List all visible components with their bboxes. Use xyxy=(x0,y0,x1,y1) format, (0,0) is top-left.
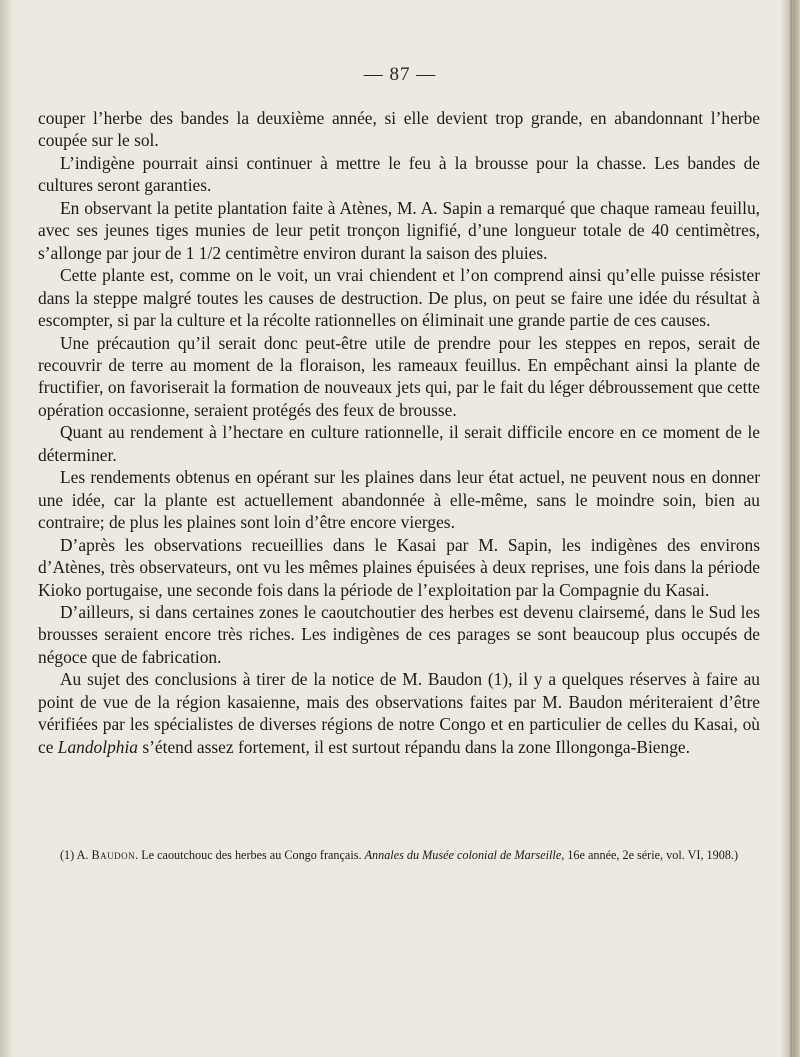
paragraph: L’indigène pourrait ainsi continuer à mettre le feu à la brousse pour la chasse. Les bandes de cultures seront garanties. xyxy=(38,152,760,196)
page-gutter-shadow xyxy=(0,0,14,1057)
paragraph: couper l’herbe des bandes la deuxième année, si elle devient trop grande, en abandonnant l’herbe coupée sur le sol. xyxy=(38,108,760,151)
footnote-journal: Annales du Musée colonial de Marseille xyxy=(364,848,562,862)
paragraph-text: s’étend assez fortement, il est surtout répandu dans la zone Illongonga-Bienge. xyxy=(138,736,690,757)
paragraph: Une précaution qu’il serait donc peut-être utile de prendre pour les steppes en repos, serait de recouvrir de terre au moment de la floraison, les rameaux feuillus. En empêchant ainsi la plante de fructifier, on favoriserait la formation de nouveaux jets qui, par le fait du léger débroussement que cette opération occasionne, seraient protégés des feux de brousse. xyxy=(38,332,760,420)
body-text xyxy=(38,107,760,758)
paragraph: Les rendements obtenus en opérant sur les plaines dans leur état actuel, ne peuvent nous en donner une idée, car la plante est actuellement abandonnée à elle-même, sans le moindre soin, bien au contraire; de plus les plaines sont loin d’être encore vierges. xyxy=(38,467,760,533)
paragraph: Quant au rendement à l’hectare en culture rationnelle, il serait difficile encore en ce moment de le déterminer. xyxy=(38,422,760,465)
species-name: Landolphia xyxy=(57,736,138,757)
footnote-author: Baudon xyxy=(91,848,136,862)
paragraph: En observant la petite plantation faite à Atènes, M. A. Sapin a remarqué que chaque rameau feuillu, avec ses jeunes tiges munies de leur petit tronçon lignifié, d’une longueur totale de 40 centimètres, s’allonge par jour de 1 1/2 centimètre environ durant la saison des pluies. xyxy=(38,197,760,263)
book-edge-line xyxy=(790,0,792,1057)
footnote-text: . Le caoutchouc des herbes au Congo français. xyxy=(135,848,365,862)
footnote xyxy=(38,847,760,864)
paragraph: D’ailleurs, si dans certaines zones le caoutchoutier des herbes est devenu clairsemé, dans le Sud les brousses seraient encore très riches. Les indigènes de ces parages se sont beaucoup plus occupés de négoce que de fabrication. xyxy=(38,601,760,667)
paragraph: D’après les observations recueillies dans le Kasai par M. Sapin, les indigènes des environs d’Atènes, très observateurs, ont vu les mêmes plaines épuisées à deux reprises, une fois dans la période Kioko portugaise, une seconde fois dans la période de l’exploitation par la Compagnie du Kasai. xyxy=(38,534,760,600)
paragraph-text: Au sujet des conclusions à tirer de la notice de M. Baudon (1), il y a quelques réserves à faire au point de vue de la région kasaienne, mais des observations faites par M. Baudon mériteraient d’être vérifiées par les spécialistes de diverses régions de notre Congo et en particulier de celles du Kasai, où ce xyxy=(38,669,760,757)
page-number: — 87 — xyxy=(363,64,437,85)
footnote-marker: (1) A. xyxy=(60,848,92,862)
paragraph-last xyxy=(38,668,760,758)
footnote-text: , 16e année, 2e série, vol. VI, 1908.) xyxy=(561,848,739,862)
paragraph: Cette plante est, comme on le voit, un vrai chiendent et l’on comprend ainsi qu’elle puisse résister dans la steppe malgré toutes les causes de destruction. De plus, on peut se faire une idée du résultat à escompter, si par la culture et la récolte rationnelles on éliminait une grande partie de ces causes. xyxy=(38,265,760,331)
